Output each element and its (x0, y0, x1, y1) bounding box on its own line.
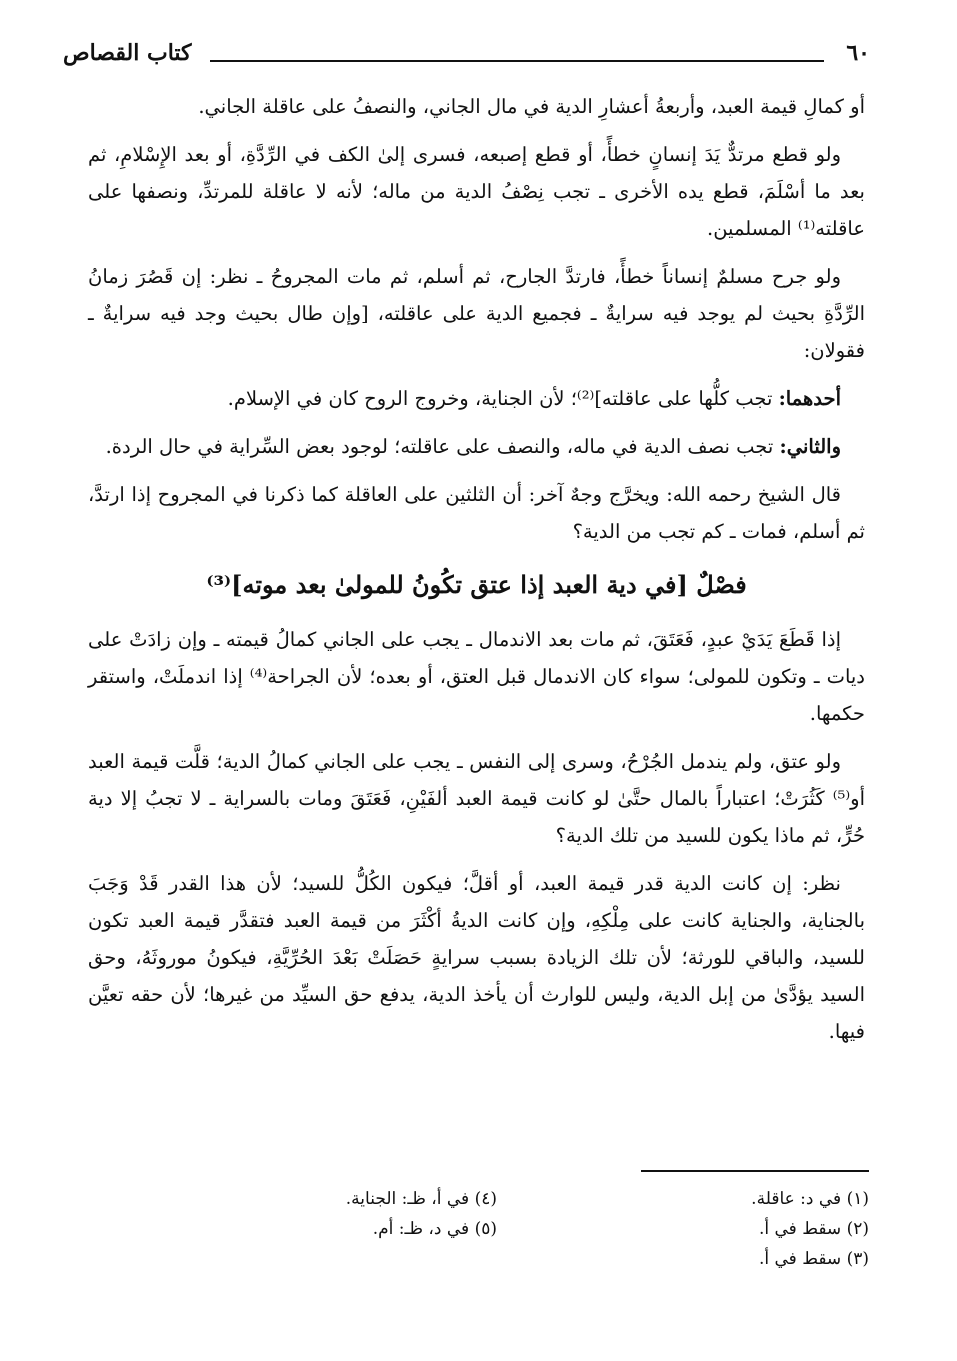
header-rule (210, 60, 824, 62)
paragraph: ولو جرح مسلمٌ إنساناً خطأً، فارتدَّ الجارح، ثم أسلم، ثم مات المجروحُ ـ نظر: إن قَصُرَ زمانُ الرِّدَّةِ بحيث لم يوجد فيه سرايةٌ ـ فجميع الدية على عاقلته، [وإن طال بحيث وجد فيه سرايةٌ ـ فقولان: (88, 265, 865, 362)
opinion-second (88, 428, 865, 465)
footnote: (٤) في أ، ظـ: الجناية. (345, 1189, 497, 1209)
page-header (55, 40, 902, 76)
paragraph: ولو عتق، ولم يندمل الجُرْحُ، وسرى إلى النفس ـ يجب على الجاني كمالُ الدية؛ قلَّت قيمة العبد أو⁽⁵⁾ كَثُرَتْ؛ اعتباراً بالمال حتَّىٰ لو كانت قيمة العبد ألفَيْنِ، فَعَتَقَ ومات بالسراية ـ لا تجبُ إلا دية حُرٍّ، ثم ماذا يكون للسيد من تلك الدية؟ (88, 750, 865, 847)
paragraph: إذا قَطَعَ يَدَيْ عبدٍ، فَعَتَقَ، ثم مات بعد الاندمال ـ يجب على الجاني كمالُ قيمته ـ وإن زادَتْ على ديات ـ وتكون للمولى؛ سواء كان الاندمال قبل العتق، أو بعده؛ لأن الجراحة⁽⁴⁾ إذا اندملَتْ، واستقر حكمها. (88, 628, 865, 725)
paragraph: ولو قطع مرتدٌّ يَدَ إنسانٍ خطأً، أو قطع إصبعه، فسرى إلىٰ الكف في الرِّدَّةِ، أو بعد الإِسْلامِ، ثم بعد ما أسْلَمَ، قطع يده الأخرى ـ تجب نِصْفُ الدية من ماله؛ لأنه لا عاقلة للمرتدِّ، ونصفها على عاقلته⁽¹⁾ المسلمين. (88, 143, 865, 240)
opinion-first-lead: أحدهما: (778, 387, 841, 410)
main-text (88, 88, 865, 1061)
opinion-first (88, 380, 865, 417)
footnote: (٥) في د، ظـ: أم. (372, 1219, 497, 1239)
footnote: (٣) سقط في أ. (758, 1249, 869, 1269)
section-title: فصْلٌ [في دية العبد إذا عتق تكُونُ للمولىٰ بعد موته]⁽³⁾ (206, 570, 747, 599)
footnote: (١) في د: عاقلة. (751, 1189, 869, 1209)
paragraph: أو كمالِ قيمة العبد، وأربعةُ أعشارِ الدية في مال الجاني، والنصفُ على عاقلة الجاني. (198, 95, 865, 118)
page-number: ٦٠ (846, 40, 870, 66)
sheikh-paragraph: قال الشيخ رحمه الله: ويخرَّج وجهٌ آخر: أن الثلثين على العاقلة كما ذكرنا في المجروح إذا ارتدَّ، ثم أسلم، فمات ـ كم تجب من الدية؟ (88, 483, 865, 543)
book-title: كتاب القصاص (63, 40, 192, 66)
footnote: (٢) سقط في أ. (758, 1219, 869, 1239)
opinion-second-lead: والثاني: (779, 435, 841, 458)
opinion-second-text: تجب نصف الدية في ماله، والنصف على عاقلته؛ لوجود بعض السِّراية في حال الردة. (105, 435, 780, 458)
opinion-first-text: تجب كلُّها على عاقلته]⁽²⁾؛ لأن الجناية، وخروج الروح كان في الإسلام. (227, 387, 779, 410)
paragraph: نظر: إن كانت الدية قدر قيمة العبد، أو أقلَّ؛ فيكون الكُلُّ للسيد؛ لأن هذا القدر قَدْ وَجَبَ بالجناية، والجناية كانت على مِلْكِهِ، وإن كانت الديةُ أكْثَرَ من قيمة العبد فتقدَّر قيمة العبد تكون للسيد، والباقي للورثة؛ لأن تلك الزيادة بسبب سرايةٍ حَصَلَتْ بَعْدَ الحُرِّيَّةِ، فيكونُ موروثَهُ، وحق السيد يؤدَّىٰ من إبل الدية، وليس للوارث أن يأخذ الدية، يدفع حق السيِّد من غيرها؛ لأن حقه تعيَّن فيها. (88, 872, 865, 1043)
footnotes-left-column (100, 1184, 497, 1244)
footnote-rule (641, 1170, 869, 1172)
